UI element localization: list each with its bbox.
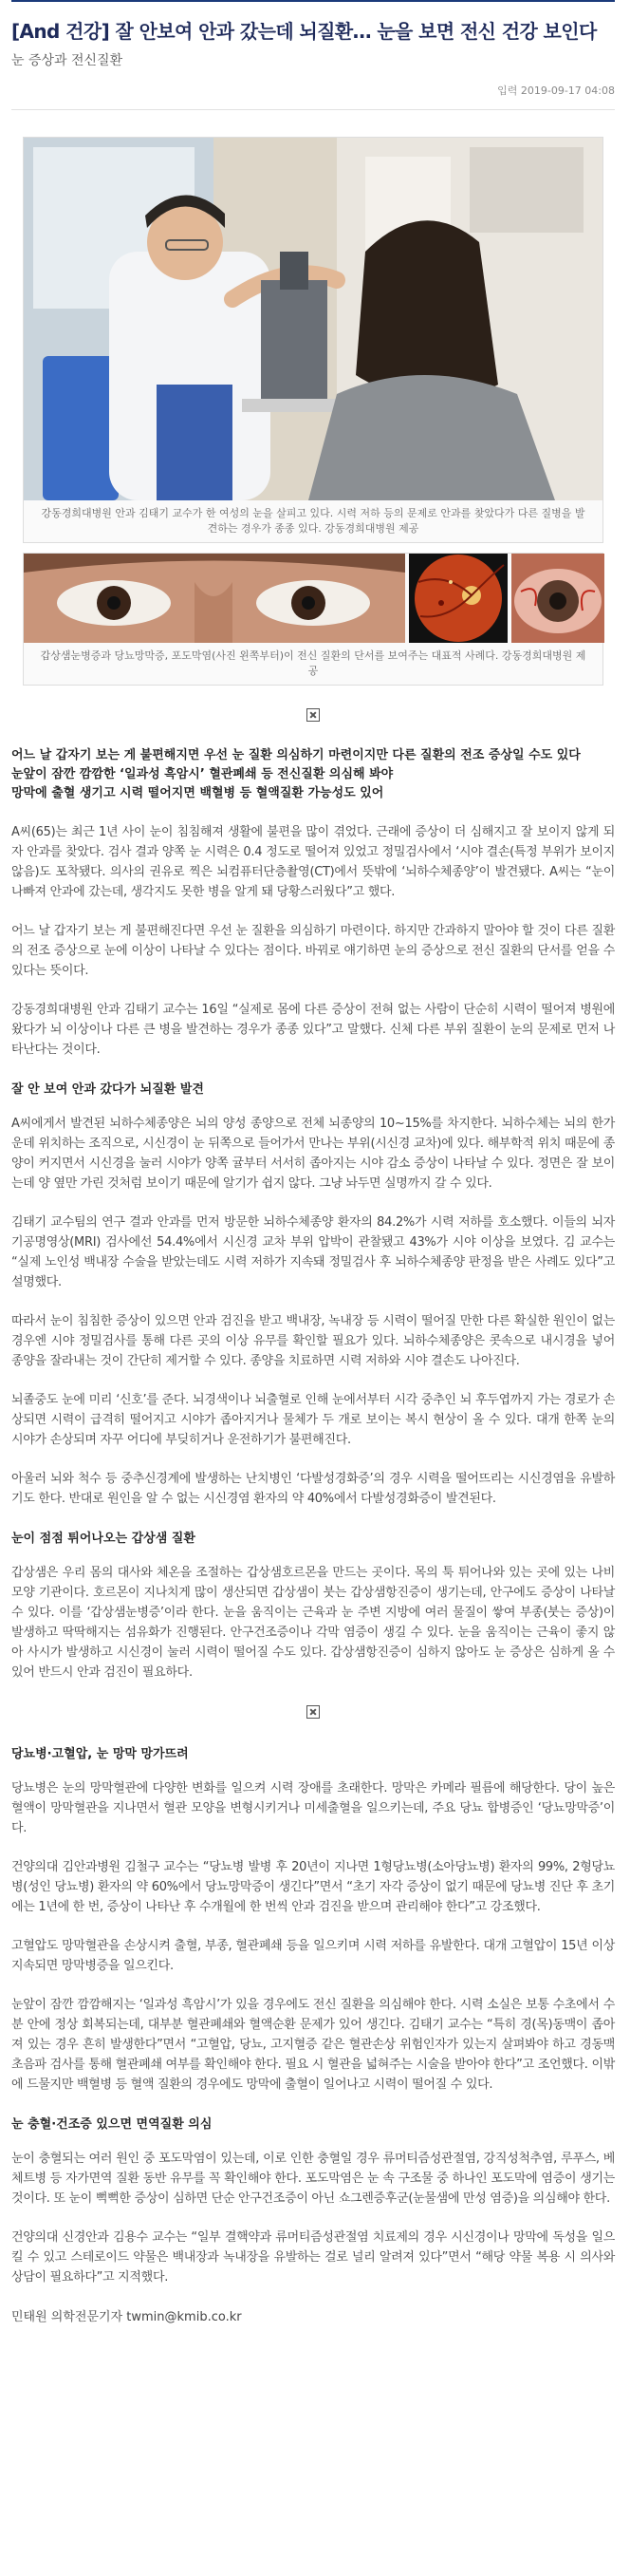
- body-paragraph: 눈앞이 잠깐 깜깜해지는 ‘일과성 흑암시’가 있을 경우에도 전신 질환을 의심해야 한다. 시력 소실은 보통 수초에서 수분 안에 정상 회복되는데, 대부분 혈관폐쇄와 혈액순환 문제가 있어 생긴다. 김태기 교수는 “특히 경(목)동맥이 좁아져 있는 경우 흔히 발생한다”면서 “고혈압, 당뇨, 고지혈증 같은 혈관손상 위험인자가 있는지 살펴봐야 하고 경동맥 초음파 검사를 통해 혈관폐쇄 여부를 확인해야 한다. 필요 시 혈관을 넓혀주는 시술을 받아야 한다”고 조언했다. 이밖에 드물지만 백혈병 등 혈액 질환의 경우에도 망막에 출혈이 일어나고 시력이 떨어질 수 있다.: [11, 1998, 615, 2092]
- body-paragraph: A씨(65)는 최근 1년 사이 눈이 침침해져 생활에 불편을 많이 겪었다. 근래에 증상이 더 심해지고 잘 보이지 않게 되자 안과를 찾았다. 검사 결과 양쪽 눈 시력은 0.4 정도로 떨어져 있었고 정밀검사에서 ‘시야 결손(특정 부위가 보이지 않음)도 포착됐다. 의사의 권유로 찍은 뇌컴퓨터단층촬영(CT)에서 뜻밖에 ‘뇌하수체종양’이 발견됐다. A씨는 “눈이 나빠져 안과에 갔는데, 생각지도 못한 병을 알게 돼 당황스러웠다”고 했다.: [11, 825, 615, 899]
- body-paragraph: 고혈압도 망막혈관을 손상시켜 출혈, 부종, 혈관폐쇄 등을 일으키며 시력 저하를 유발한다. 대개 고혈압이 15년 이상 지속되면 망막병증을 일으킨다.: [11, 1939, 615, 1973]
- eye-photos-figure: [23, 553, 603, 686]
- body-paragraph: 뇌졸중도 눈에 미리 ‘신호’를 준다. 뇌경색이나 뇌출혈로 인해 눈에서부터 시각 중추인 뇌 후두엽까지 가는 경로가 손상되면 시력이 급격히 떨어지고 시야가 좁아지거나 물체가 두 개로 보이는 복시 현상이 올 수 있다. 대개 한쪽 눈의 시야가 손상되며 자꾸 어디에 부딪히거나 운전하기가 불편해진다.: [11, 1393, 615, 1447]
- diabetic-retina-photo: [409, 554, 508, 643]
- doctor-exam-illustration: [24, 138, 602, 500]
- body-paragraph: 김태기 교수팀의 연구 결과 안과를 먼저 방문한 뇌하수체종양 환자의 84.2%가 시력 저하를 호소했다. 이들의 뇌자기공명영상(MRI) 검사에선 54.4%에서 시신경 교차 부위 압박이 관찰됐고 43%가 시야 이상을 보였다. 김 교수는 “실제 노인성 백내장 수술을 받았는데도 시력 저하가 지속돼 정밀검사 후 뇌하수체종양 판정을 받은 사례도 있다”고 설명했다.: [11, 1215, 615, 1289]
- body-paragraph: A씨에게서 발견된 뇌하수체종양은 뇌의 양성 종양으로 전체 뇌종양의 10~15%를 차지한다. 뇌하수체는 뇌의 한가운데 위치하는 조직으로, 시신경이 눈 뒤쪽으로 들어가서 만나는 부위(시신경 교차)에 있다. 해부학적 위치 때문에 종양이 커지면서 시신경을 눌러 시야가 양쪽 귤부터 서서히 좁아지는 시야 감소 증상이 나타날 수 있다. 정면은 잘 보이는데 양 옆만 가린 것처럼 보이기 때문에 알기가 쉽지 않다. 그냥 놔두면 실명까지 갈 수 있다.: [11, 1117, 615, 1191]
- section-heading: 눈 충혈·건조증 있으면 면역질환 의심: [11, 2117, 213, 2132]
- thyroid-eye-photo: [24, 554, 405, 643]
- body-paragraph: 건양의대 신경안과 김용수 교수는 “일부 결핵약과 류머티즘성관절염 치료제의 경우 시신경이나 망막에 독성을 일으킬 수 있고 스테로이드 약물은 백내장과 녹내장을 유발하는 걸로 널리 알려져 있다”면서 “해당 약물 복용 시 의사와 상담이 필요하다”고 지적했다.: [11, 2230, 615, 2285]
- lead-line: 망막에 출혈 생기고 시력 떨어지면 백혈병 등 혈액질환 가능성도 있어: [11, 786, 384, 800]
- eye-photos-caption: 갑상샘눈병증과 당뇨망막증, 포도막염(사진 왼쪽부터)이 전신 질환의 단서를 보여주는 대표적 사례다. 강동경희대병원 제공: [40, 649, 586, 677]
- author-byline: 민태원 의학전문기자 twmin@kmib.co.kr: [11, 2310, 242, 2324]
- main-photo-figure: [23, 137, 603, 543]
- body-paragraph: 아울러 뇌와 척수 등 중추신경계에 발생하는 난치병인 ‘다발성경화증’의 경우 시력을 떨어뜨리는 시신경염을 유발하기도 한다. 반대로 원인을 알 수 없는 시신경염 환자의 약 40%에서 다발성경화증이 발견된다.: [11, 1472, 615, 1506]
- section-heading: 눈이 점점 튀어나오는 갑상샘 질환: [11, 1532, 195, 1546]
- body-paragraph: 강동경희대병원 안과 김태기 교수는 16일 “실제로 몸에 다른 증상이 전혀 없는 사람이 단순히 시력이 떨어져 병원에 왔다가 뇌 이상이나 다른 큰 병을 발견하는 경우가 종종 있다”고 말했다. 신체 다른 부위 질환이 눈의 문제로 먼저 나타난다는 것이다.: [11, 1003, 615, 1057]
- top-rule: [11, 0, 615, 8]
- uveitis-eye-photo: [511, 554, 604, 643]
- eye-photo-strip: [24, 554, 602, 643]
- section-heading: 당뇨병·고혈압, 눈 망막 망가뜨려: [11, 1747, 189, 1761]
- body-paragraph: 어느 날 갑자기 보는 게 불편해진다면 우선 눈 질환을 의심하기 마련이다. 하지만 간과하지 말아야 할 것이 다른 질환의 전조 증상으로 눈에 이상이 나타날 수 있다는 점이다. 바꿔로 얘기하면 눈의 증상으로 전신 질환의 단서를 얻을 수 있다는 뜻이다.: [11, 924, 615, 978]
- body-paragraph: 따라서 눈이 침침한 증상이 있으면 안과 검진을 받고 백내장, 녹내장 등 시력이 떨어질 만한 다른 확실한 원인이 없는 경우엔 시야 정밀검사를 통해 다른 곳의 이상 유무를 확인할 필요가 있다. 뇌하수체종양은 콧속으로 내시경을 넣어 종양을 잘라내는 것이 간단히 제거할 수 있다. 종양을 치료하면 시력 저하와 시야 결손도 나아진다.: [11, 1314, 615, 1368]
- article-title: [And 건강] 잘 안보여 안과 갔는데 뇌질환… 눈을 보면 전신 건강 보인다: [11, 20, 597, 43]
- publish-date: 입력 2019-09-17 04:08: [11, 83, 615, 110]
- body-paragraph: 갑상샘은 우리 몸의 대사와 체온을 조절하는 갑상샘호르몬을 만드는 곳이다. 목의 툭 튀어나와 있는 곳에 있는 나비 모양 기관이다. 호르몬이 지나치게 많이 생산되면 갑상샘이 붓는 갑상샘항진증이 생기는데, 안구에도 증상이 나타날 수 있다. 이를 ‘갑상샘눈병증’이라 한다. 눈을 움직이는 근육과 눈 주변 지방에 여러 물질이 쌓여 부종(붓는 증상)이 발생하고 딱딱해지는 섬유화가 진행된다. 안구건조증이나 각막 염증이 생길 수 있다. 눈을 움직이는 근육이 좋지 않아 사시가 발생하고 시신경이 눌러 시력이 떨어질 수도 있다. 갑상샘항진증이 심하지 않아도 눈 증상은 심하게 올 수 있어 반드시 안과 검진이 필요하다.: [11, 1566, 615, 1680]
- article-subtitle: 눈 증상과 전신질환: [11, 53, 123, 68]
- body-paragraph: 눈이 충혈되는 여러 원인 중 포도막염이 있는데, 이로 인한 충혈일 경우 류머티즘성관절염, 강직성척추염, 루푸스, 베체트병 등 자가면역 질환 동반 유무를 꼭 확인해야 한다. 포도막염은 눈 속 구조물 중 하나인 포도막에 염증이 생기는 것이다. 또 눈이 뻑뻑한 증상이 심하면 단순 안구건조증이 아닌 쇼그렌증후군(눈물샘에 만성 염증)을 의심해야 한다.: [11, 2152, 615, 2206]
- broken-image-icon: [306, 1705, 320, 1719]
- lead-summary: [11, 746, 615, 803]
- body-paragraph: 당뇨병은 눈의 망막혈관에 다양한 변화를 일으켜 시력 장애를 초래한다. 망막은 카메라 필름에 해당한다. 당이 높은 혈액이 망막혈관을 지나면서 혈관 모양을 변형시키거나 미세출혈을 일으키는데, 주요 당뇨 합병증인 ‘당뇨망막증’이다.: [11, 1781, 615, 1835]
- main-photo-caption: 강동경희대병원 안과 김태기 교수가 한 여성의 눈을 살피고 있다. 시력 저하 등의 문제로 안과를 찾았다가 다른 질병을 발견하는 경우가 종종 있다. 강동경희대병원 제공: [41, 507, 585, 535]
- lead-line: 눈앞이 잠깐 깜깜한 ‘일과성 흑암시’ 혈관폐쇄 등 전신질환 의심해 봐야: [11, 767, 394, 781]
- body-paragraph: 건양의대 김안과병원 김철구 교수는 “당뇨병 발병 후 20년이 지나면 1형당뇨병(소아당뇨병) 환자의 99%, 2형당뇨병(성인 당뇨병) 환자의 약 60%에서 당뇨망막증이 생긴다”면서 “초기 자각 증상이 없기 때문에 당뇨병 진단 후 초기에는 1년에 한 번, 증상이 나타난 후 수개월에 한 번씩 안과 검진을 받으며 관리해야 한다”고 강조했다.: [11, 1860, 615, 1914]
- section-heading: 잘 안 보여 안과 갔다가 뇌질환 발견: [11, 1082, 204, 1097]
- doctor-exam-photo: [24, 138, 602, 500]
- lead-line: 어느 날 갑자기 보는 게 불편해지면 우선 눈 질환 의심하기 마련이지만 다른 질환의 전조 증상일 수도 있다: [11, 748, 581, 762]
- broken-image-icon: [306, 708, 320, 722]
